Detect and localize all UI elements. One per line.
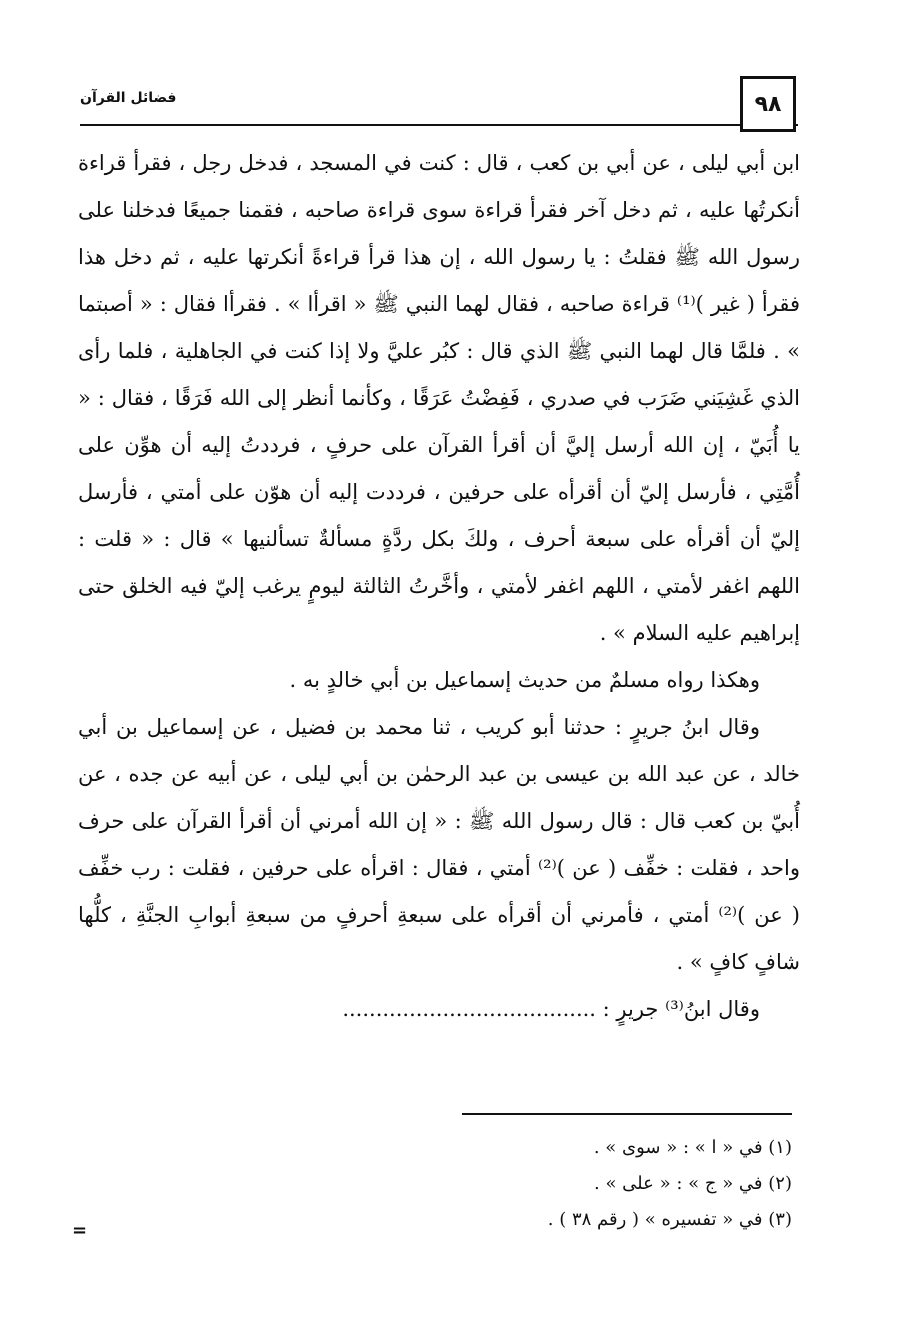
footnote-continuation-mark: = <box>72 1220 88 1241</box>
footnote-divider <box>462 1113 792 1115</box>
page-header <box>80 84 798 126</box>
main-text <box>78 140 800 1033</box>
footnote: (١) في « ا » : « سوى » . <box>593 1137 792 1158</box>
running-title: فضائل القرآن <box>80 90 177 106</box>
paragraph: ابن أبي ليلى ، عن أبي بن كعب ، قال : كنت في المسجد ، فدخل رجل ، فقرأ قراءة أنكرتُها عليه ، ثم دخل آخر فقرأ قراءة سوى قراءة صاحبه ، فقمنا جميعًا فدخلنا على رسول الله ﷺ فقلتُ : يا رسول الله ، إن هذا قرأ قراءةً أنكرتها عليه ، ثم دخل هذا فقرأ ( غير )⁽¹⁾ قراءة صاحبه ، فقال لهما النبي ﷺ « اقرأا » . فقرأا فقال : « أصبتما » . فلمَّا قال لهما النبي ﷺ الذي قال : كبُر عليَّ ولا إذا كنت في الجاهلية ، فلما رأى الذي غَشِيَني ضَرَب في صدري ، فَفِضْتُ عَرَقًا ، وكأنما أنظر إلى الله فَرَقًا ، فقال : « يا أُبَيّ ، إن الله أرسل إليَّ أن أقرأ القرآن على حرفٍ ، فرددتُ إليه أن هوِّن على أُمَّتِي ، فأرسل إليّ أن أقرأه على حرفين ، فرددت إليه أن هوّن على أمتي ، فأرسل إليّ أن أقرأه على سبعة أحرف ، ولكَ بكل ردَّةٍ مسألةٌ تسألنيها » قال : « قلت : اللهم اغفر لأمتي ، اللهم اغفر لأمتي ، وأخَّرتُ الثالثة ليومٍ يرغب إليّ فيه الخلق حتى إبراهيم عليه السلام » . <box>78 151 801 645</box>
footnotes <box>400 1130 792 1238</box>
footnote: (٣) في « تفسيره » ( رقم ٣٨ ) . <box>547 1209 792 1230</box>
page-number: ٩٨ <box>740 76 796 132</box>
paragraph: وقال ابنُ جريرٍ : حدثنا أبو كريب ، ثنا محمد بن فضيل ، عن إسماعيل بن أبي خالد ، عن عبد الله بن عيسى بن عبد الرحمٰن بن أبي ليلى ، عن أبيه عن جده ، عن أُبيّ بن كعب قال : قال رسول الله ﷺ : « إن الله أمرني أن أقرأ القرآن على حرف واحد ، فقلت : خفِّف ( عن )⁽²⁾ أمتي ، فقال : اقرأه على حرفين ، فقلت : رب خفِّف ( عن )⁽²⁾ أمتي ، فأمرني أن أقرأه على سبعةِ أحرفٍ من سبعةِ أبوابِ الجنَّةِ ، كلُّها شافٍ كافٍ » . <box>78 715 800 974</box>
footnote: (٢) في « ج » : « على » . <box>594 1173 792 1194</box>
paragraph: وهكذا رواه مسلمٌ من حديث إسماعيل بن أبي خالدٍ به . <box>289 668 760 692</box>
paragraph: وقال ابنُ⁽³⁾ جريرٍ : ...................................... <box>342 997 760 1021</box>
